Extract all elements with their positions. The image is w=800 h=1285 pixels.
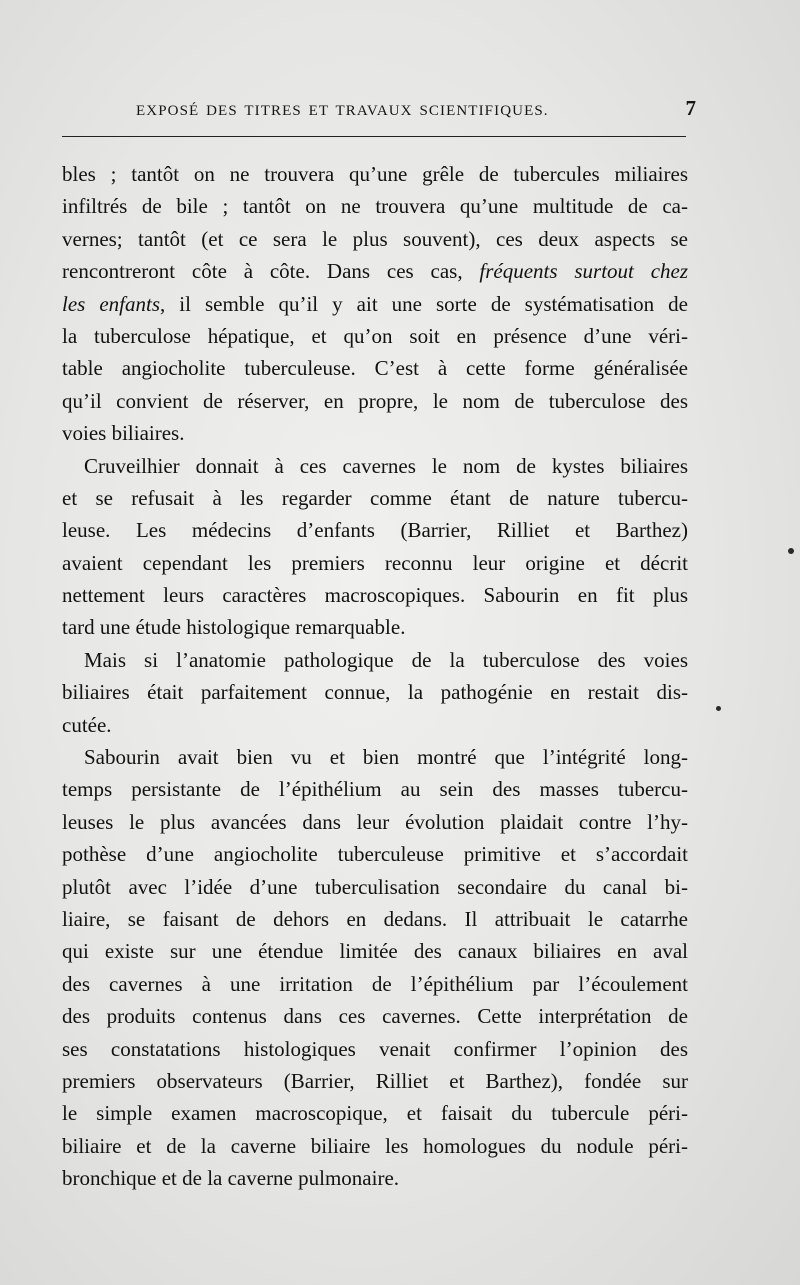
italic-text-segment: les enfants: [62, 291, 161, 316]
text-line: [62, 611, 688, 643]
text-line: [62, 547, 688, 579]
text-line: [62, 482, 688, 514]
text-segment: vernes; tantôt (et ce sera le plus souvent), ces deux aspects se: [62, 226, 688, 251]
text-segment: des cavernes à une irritation de l’épithélium par l’écoulement: [62, 971, 688, 996]
body-text: [62, 158, 688, 1195]
text-line: [62, 709, 688, 741]
text-line: [62, 579, 688, 611]
text-line: [62, 450, 688, 482]
text-line: [62, 288, 688, 320]
text-segment: voies biliaires.: [62, 421, 185, 446]
text-segment: Cruveilhier donnait à ces cavernes le nom de kystes biliaires: [84, 453, 688, 478]
text-line: [62, 1033, 688, 1065]
text-segment: , il semble qu’il y ait une sorte de systématisation de: [160, 291, 688, 316]
text-segment: bronchique et de la caverne pulmonaire.: [62, 1166, 400, 1191]
text-segment: bles ; tantôt on ne trouvera qu’une grêle de tubercules miliaires: [62, 162, 688, 186]
text-segment: infiltrés de bile ; tantôt on ne trouvera qu’une multitude de ca-: [62, 194, 688, 219]
text-line: [62, 1130, 688, 1162]
text-line: [62, 773, 688, 805]
text-segment: leuse. Les médecins d’enfants (Barrier, Rilliet et Barthez): [62, 518, 688, 543]
text-line: [62, 223, 688, 255]
text-segment: premiers observateurs (Barrier, Rilliet et Barthez), fondée sur: [62, 1068, 688, 1093]
text-segment: rencontreront côte à côte. Dans ces cas,: [62, 259, 480, 284]
text-segment: la tuberculose hépatique, et qu’on soit en présence d’une véri-: [62, 323, 688, 348]
text-segment: table angiocholite tuberculeuse. C’est à cette forme généralisée: [62, 356, 688, 381]
text-line: [62, 417, 688, 449]
text-line: [62, 1065, 688, 1097]
text-line: [62, 385, 688, 417]
text-line: [62, 320, 688, 352]
header-rule: [62, 136, 686, 137]
text-line: [62, 903, 688, 935]
text-line: [62, 741, 688, 773]
text-segment: biliaire et de la caverne biliaire les homologues du nodule péri-: [62, 1133, 688, 1158]
text-line: [62, 1000, 688, 1032]
text-segment: ses constatations histologiques venait confirmer l’opinion des: [62, 1036, 688, 1061]
text-segment: Sabourin avait bien vu et bien montré que l’intégrité long-: [84, 745, 688, 770]
text-segment: le simple examen macroscopique, et faisait du tubercule péri-: [62, 1101, 688, 1126]
text-line: [62, 935, 688, 967]
text-segment: avaient cependant les premiers reconnu leur origine et décrit: [62, 550, 688, 575]
text-segment: liaire, se faisant de dehors en dedans. Il attribuait le catarrhe: [62, 906, 688, 931]
text-line: [62, 514, 688, 546]
text-segment: cutée.: [62, 712, 112, 737]
text-line: [62, 190, 688, 222]
text-segment: temps persistante de l’épithélium au sein des masses tubercu-: [62, 777, 688, 802]
text-segment: biliaires était parfaitement connue, la pathogénie en restait dis-: [62, 680, 688, 705]
text-segment: des produits contenus dans ces cavernes. Cette interprétation de: [62, 1004, 688, 1029]
scan-speck: [788, 548, 794, 554]
text-line: [62, 352, 688, 384]
text-line: [62, 158, 688, 190]
italic-text-segment: fréquents surtout chez: [479, 259, 689, 284]
text-segment: qui existe sur une étendue limitée des canaux biliaires en aval: [62, 939, 688, 964]
text-segment: qu’il convient de réserver, en propre, le nom de tuberculose des: [62, 388, 688, 413]
text-line: [62, 968, 688, 1000]
text-segment: tard une étude histologique remarquable.: [62, 615, 406, 640]
text-line: [62, 1097, 688, 1129]
page-number: 7: [685, 96, 696, 120]
text-segment: et se refusait à les regarder comme étant de nature tubercu-: [62, 485, 688, 510]
running-head-title: EXPOSÉ DES TITRES ET TRAVAUX SCIENTIFIQUES.: [136, 103, 549, 119]
text-line: [62, 871, 688, 903]
text-line: [62, 806, 688, 838]
text-line: [62, 838, 688, 870]
running-head: [62, 96, 696, 120]
text-segment: pothèse d’une angiocholite tuberculeuse primitive et s’accordait: [62, 842, 688, 867]
text-line: [62, 1162, 688, 1194]
text-segment: nettement leurs caractères macroscopiques. Sabourin en fit plus: [62, 583, 688, 608]
text-line: [62, 644, 688, 676]
text-segment: leuses le plus avancées dans leur évolution plaidait contre l’hy-: [62, 809, 688, 834]
scan-speck: [716, 706, 721, 711]
text-segment: Mais si l’anatomie pathologique de la tuberculose des voies: [84, 647, 688, 672]
text-line: [62, 255, 688, 287]
text-segment: plutôt avec l’idée d’une tuberculisation secondaire du canal bi-: [62, 874, 688, 899]
text-line: [62, 676, 688, 708]
